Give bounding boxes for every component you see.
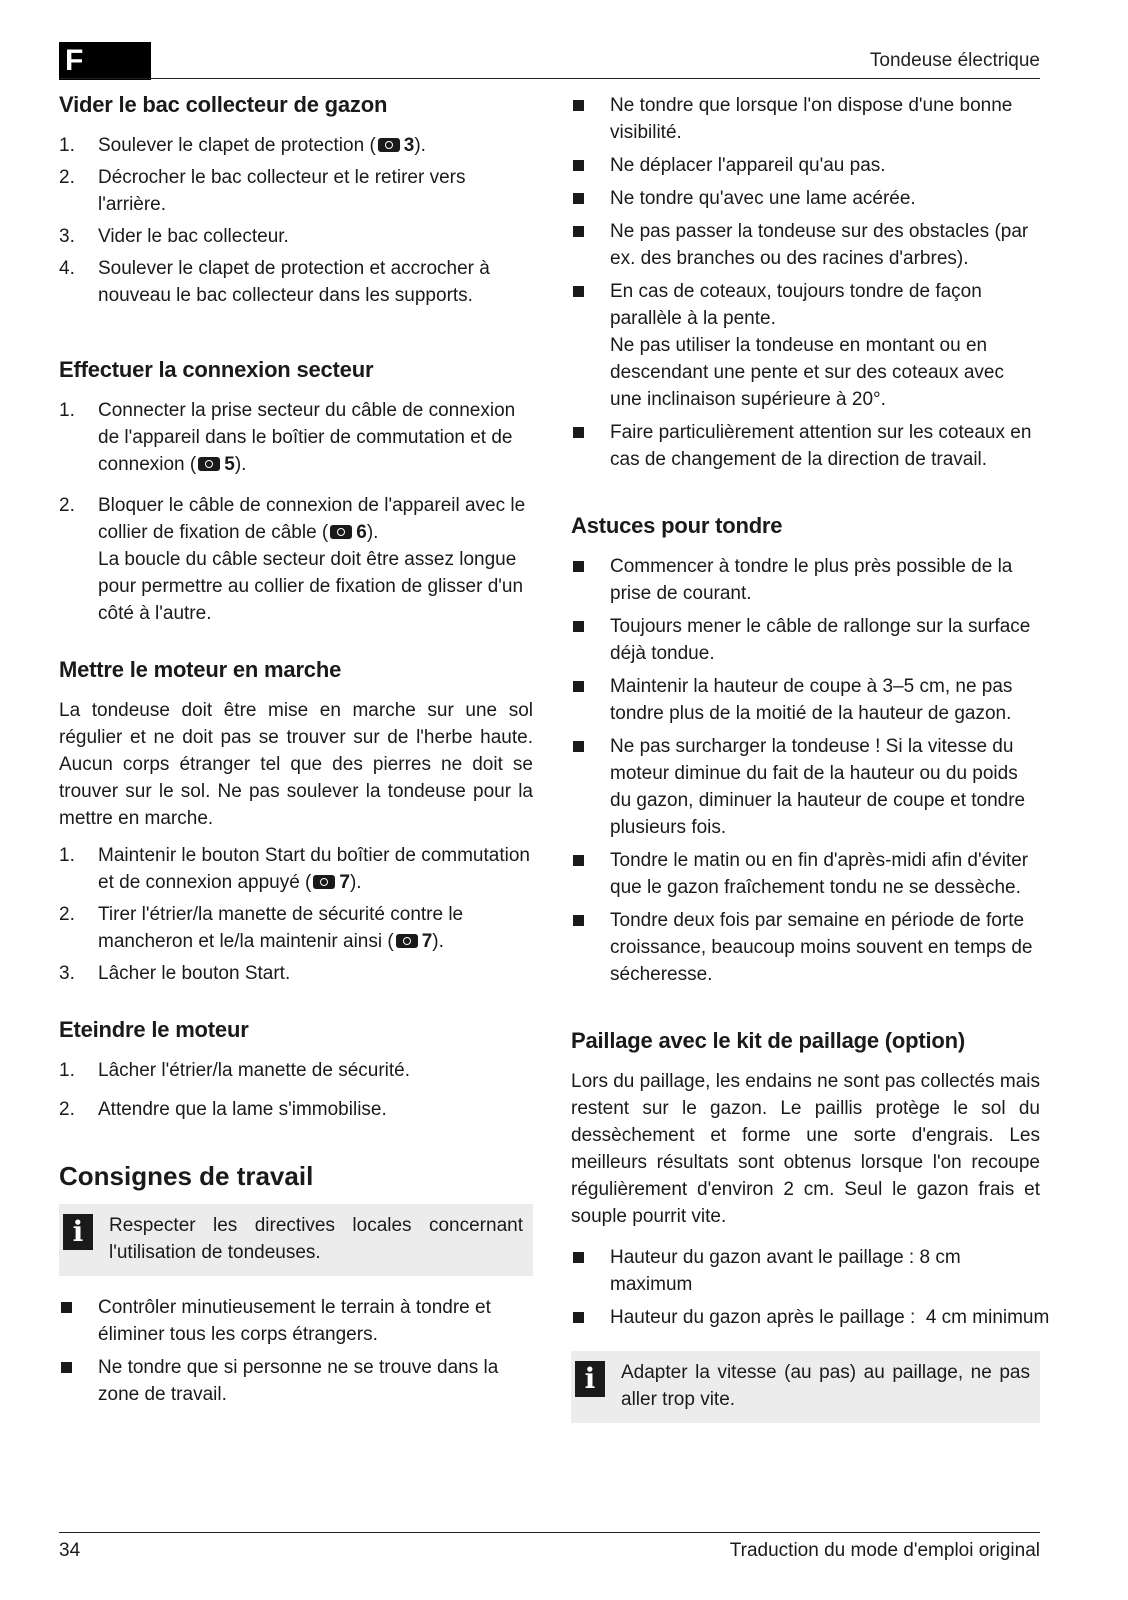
section-intro: La tondeuse doit être mise en marche sur une sol régulier et ne doit pas se trouver sur de l'herbe haute. Aucun corps étranger tel que des pierres ne doit se trouver sur le sol. Ne pas soulever la tondeuse pour la mettre en marche. xyxy=(59,700,533,829)
bullet-item: Ne tondre qu'avec une lame acérée. xyxy=(571,185,1040,212)
section-title: Mettre le moteur en marche xyxy=(59,657,342,682)
section-empty-bag xyxy=(59,92,533,309)
bullet-item: Ne pas surcharger la tondeuse ! Si la vitesse du moteur diminue du fait de la hauteur ou du poids du gazon, diminuer la hauteur de coupe et tondre plusieurs fois. xyxy=(571,733,1040,841)
page-number: 34 xyxy=(59,1540,81,1561)
step-number: 2. xyxy=(59,495,75,516)
bullet-item: En cas de coteaux, toujours tondre de façon parallèle à la pente. Ne pas utiliser la tondeuse en montant ou en descendant une pente et sur des coteaux avec une inclinaison supérieure à 20°. xyxy=(571,278,1040,413)
section-work-instructions xyxy=(59,1161,533,1408)
step-number: 1. xyxy=(59,400,75,421)
footer-divider xyxy=(59,1532,1040,1533)
header-divider xyxy=(59,78,1040,79)
step-list xyxy=(59,397,533,627)
bullet-item: Faire particulièrement attention sur les coteaux en cas de changement de la direction de travail. xyxy=(571,419,1040,473)
step-number: 2. xyxy=(59,904,75,925)
step-item xyxy=(59,255,533,309)
figure-ref-number: 3 xyxy=(403,135,415,156)
bullet-item: Ne tondre que si personne ne se trouve dans la zone de travail. xyxy=(59,1354,533,1408)
bullet-item: Tondre deux fois par semaine en période de forte croissance, beaucoup moins souvent en temps de sécheresse. xyxy=(571,907,1040,988)
step-text: Décrocher le bac collecteur et le retirer vers l'arrière. xyxy=(98,167,466,215)
step-item xyxy=(59,842,533,896)
step-text: Soulever le clapet de protection ( xyxy=(98,135,376,156)
section-mulching xyxy=(571,1028,1050,1423)
figure-ref-number: 7 xyxy=(339,872,350,893)
step-item xyxy=(59,1057,533,1084)
step-number: 1. xyxy=(59,1060,75,1081)
bullet-item: Ne pas passer la tondeuse sur des obstacles (par ex. des branches ou des racines d'arbres). xyxy=(571,218,1040,272)
step-text-end: ). xyxy=(414,135,426,156)
right-column xyxy=(571,92,1050,1453)
figure-ref-icon xyxy=(396,934,418,948)
figure-ref-icon xyxy=(330,525,352,539)
left-column xyxy=(59,92,533,1438)
figure-ref-number: 7 xyxy=(421,931,433,952)
info-text: Adapter la vitesse (au pas) au paillage, ne pas aller trop vite. xyxy=(621,1362,1030,1410)
section-start-motor xyxy=(59,657,533,987)
figure-ref-icon xyxy=(313,875,335,889)
bullet-list xyxy=(571,1244,1050,1331)
step-text: Lâcher l'étrier/la manette de sécurité. xyxy=(98,1060,411,1081)
language-tab: F xyxy=(59,42,151,80)
footer-text: Traduction du mode d'emploi original xyxy=(729,1540,1040,1561)
info-note xyxy=(571,1351,1040,1423)
step-number: 3. xyxy=(59,226,75,247)
step-item xyxy=(59,960,533,987)
bullet-item: Ne déplacer l'appareil qu'au pas. xyxy=(571,152,1040,179)
figure-ref-icon xyxy=(378,138,400,152)
section-title: Eteindre le moteur xyxy=(59,1017,249,1042)
figure-ref-number: 6 xyxy=(356,522,367,543)
bullet-item: Contrôler minutieusement le terrain à tondre et éliminer tous les corps étrangers. xyxy=(59,1294,533,1348)
section-intro: Lors du paillage, les endains ne sont pas collectés mais restent sur le gazon. Le paillis protège le sol du dessèchement et forme une sorte d'engrais. Les meilleurs résultats sont obtenus lorsque l'on recoupe régulièrement d'environ 2 cm. Seul le gazon frais et souple pourrit vite. xyxy=(571,1071,1040,1227)
step-text-end: ). xyxy=(234,454,247,475)
step-item xyxy=(59,1096,533,1123)
bullet-item: Tondre le matin ou en fin d'après-midi afin d'éviter que le gazon fraîchement tondu ne se dessèche. xyxy=(571,847,1040,901)
step-number: 4. xyxy=(59,258,75,279)
section-title: Effectuer la connexion secteur xyxy=(59,357,374,382)
step-note: La boucle du câble secteur doit être assez longue pour permettre au collier de fixation de glisser d'un côté à l'autre. xyxy=(98,549,524,624)
info-note xyxy=(59,1204,533,1276)
bullet-list xyxy=(571,92,1040,473)
step-item xyxy=(59,397,533,478)
step-text: Soulever le clapet de protection et accrocher à nouveau le bac collecteur dans les supports. xyxy=(98,258,490,306)
step-text: Maintenir le bouton Start du boîtier de commutation et de connexion appuyé ( xyxy=(98,845,530,893)
step-list xyxy=(59,132,533,309)
step-item xyxy=(59,492,533,627)
section-title: Astuces pour tondre xyxy=(571,513,783,538)
step-list xyxy=(59,1057,533,1123)
step-text: Tirer l'étrier/la manette de sécurité contre le mancheron et le/la maintenir ainsi ( xyxy=(98,904,464,952)
step-item xyxy=(59,132,533,159)
step-list xyxy=(59,842,533,987)
step-item xyxy=(59,901,533,955)
section-title: Vider le bac collecteur de gazon xyxy=(59,92,388,117)
bullet-list xyxy=(59,1294,533,1408)
bullet-item: Ne tondre que lorsque l'on dispose d'une bonne visibilité. xyxy=(571,92,1040,146)
bullet-list xyxy=(571,553,1040,988)
step-text: Vider le bac collecteur. xyxy=(98,226,289,247)
step-text: Lâcher le bouton Start. xyxy=(98,963,291,984)
bullet-item: Commencer à tondre le plus près possible de la prise de courant. xyxy=(571,553,1040,607)
step-text-end: ). xyxy=(349,872,362,893)
figure-ref-icon xyxy=(198,457,220,471)
step-number: 1. xyxy=(59,845,75,866)
step-number: 1. xyxy=(59,135,75,156)
header-title: Tondeuse électrique xyxy=(869,50,1040,71)
section-title: Paillage avec le kit de paillage (option) xyxy=(571,1028,966,1053)
step-text: Connecter la prise secteur du câble de connexion de l'appareil dans le boîtier de commutation et de connexion ( xyxy=(98,400,516,475)
info-text: Respecter les directives locales concernant l'utilisation de tondeuses. xyxy=(109,1215,523,1263)
bullet-item: Hauteur du gazon après le paillage : 4 cm minimum xyxy=(571,1304,1040,1331)
section-mains-connection xyxy=(59,357,533,627)
section-mowing-tips xyxy=(571,513,1040,988)
info-icon: i xyxy=(63,1214,93,1250)
bullet-item: Toujours mener le câble de rallonge sur la surface déjà tondue. xyxy=(571,613,1040,667)
section-stop-motor xyxy=(59,1017,533,1123)
chapter-title: Consignes de travail xyxy=(59,1161,314,1191)
step-item xyxy=(59,223,533,250)
step-text: Attendre que la lame s'immobilise. xyxy=(98,1099,387,1120)
step-number: 2. xyxy=(59,1099,75,1120)
step-text: Bloquer le câble de connexion de l'appareil avec le collier de fixation de câble ( xyxy=(98,495,526,543)
section-work-instructions-continued xyxy=(571,92,1040,473)
bullet-item: Hauteur du gazon avant le paillage : 8 cm maximum xyxy=(571,1244,1040,1298)
step-item xyxy=(59,164,533,218)
bullet-item: Maintenir la hauteur de coupe à 3–5 cm, ne pas tondre plus de la moitié de la hauteur de gazon. xyxy=(571,673,1040,727)
figure-ref-number: 5 xyxy=(224,454,235,475)
step-text-end: ). xyxy=(432,931,444,952)
info-icon: i xyxy=(575,1361,605,1397)
step-text-end: ). xyxy=(366,522,379,543)
step-number: 2. xyxy=(59,167,75,188)
step-number: 3. xyxy=(59,963,75,984)
